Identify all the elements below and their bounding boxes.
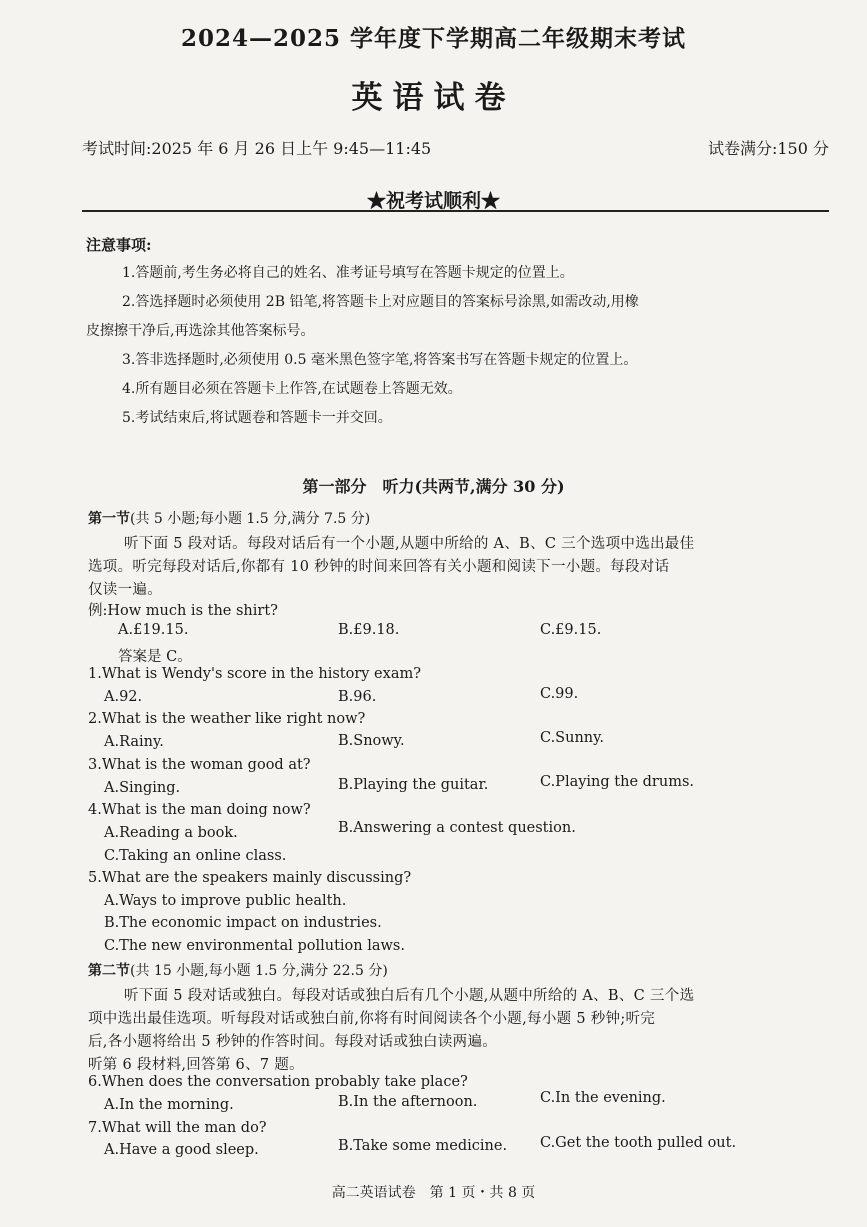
question-2: 2.What is the weather like right now?	[88, 711, 366, 727]
q4-option-b: B.Answering a contest question.	[338, 820, 576, 836]
exam-title: 2024—2025 学年度下学期高二年级期末考试	[180, 25, 687, 52]
q5-option-c: C.The new environmental pollution laws.	[104, 938, 405, 954]
q1-option-a: A.92.	[104, 689, 143, 705]
question-5: 5.What are the speakers mainly discussing?	[88, 870, 412, 886]
section2-detail: (共 15 小题,每小题 1.5 分,满分 22.5 分)	[130, 963, 388, 979]
question-3: 3.What is the woman good at?	[88, 757, 311, 773]
q1-option-c: C.99.	[540, 686, 579, 702]
q2-option-b: B.Snowy.	[338, 733, 405, 749]
q5-option-b: B.The economic impact on industries.	[104, 915, 382, 931]
section2-instruction: 项中选出最佳选项。听每段对话或独白前,你将有时间阅读各个小题,每小题 5 秒钟;听完	[88, 1011, 656, 1027]
q6-option-a: A.In the morning.	[104, 1097, 234, 1113]
example-option-c: C.£9.15.	[540, 622, 602, 638]
question-7: 7.What will the man do?	[88, 1120, 267, 1136]
q7-option-b: B.Take some medicine.	[338, 1138, 508, 1154]
exam-time: 考试时间:2025 年 6 月 26 日上午 9:45—11:45	[82, 139, 432, 158]
note-item: 1.答题前,考生务必将自己的姓名、准考证号填写在答题卡规定的位置上。	[122, 265, 574, 281]
note-item: 皮擦擦干净后,再选涂其他答案标号。	[86, 323, 315, 339]
question-4: 4.What is the man doing now?	[88, 802, 311, 818]
note-item: 5.考试结束后,将试题卷和答题卡一并交回。	[122, 410, 392, 426]
section2-material: 听第 6 段材料,回答第 6、7 题。	[88, 1057, 304, 1073]
q3-option-c: C.Playing the drums.	[540, 774, 694, 790]
q4-option-c: C.Taking an online class.	[104, 848, 287, 864]
q3-option-a: A.Singing.	[104, 780, 181, 796]
note-item: 3.答非选择题时,必须使用 0.5 毫米黑色签字笔,将答案书写在答题卡规定的位置上。	[122, 352, 638, 368]
q7-option-c: C.Get the tooth pulled out.	[540, 1135, 737, 1151]
question-1: 1.What is Wendy's score in the history exam?	[88, 666, 421, 682]
notes-title: 注意事项:	[86, 236, 152, 254]
q6-option-b: B.In the afternoon.	[338, 1094, 478, 1110]
q2-option-a: A.Rainy.	[104, 734, 164, 750]
section1-heading	[88, 508, 370, 528]
section1-detail: (共 5 小题;每小题 1.5 分,满分 7.5 分)	[130, 511, 371, 527]
q4-option-a: A.Reading a book.	[104, 825, 238, 841]
header-divider	[82, 210, 829, 212]
example-question: 例:How much is the shirt?	[88, 603, 278, 619]
section2-label: 第二节	[88, 963, 130, 979]
blessing-banner: ★祝考试顺利★	[366, 190, 500, 212]
full-score: 试卷满分:150 分	[707, 139, 829, 158]
subject-title: 英语试卷	[351, 80, 516, 116]
section2-instruction: 后,各小题将给出 5 秒钟的作答时间。每段对话或独白读两遍。	[88, 1034, 498, 1050]
section1-label: 第一节	[88, 511, 130, 527]
example-option-b: B.£9.18.	[338, 622, 400, 638]
part1-title: 第一部分 听力(共两节,满分 30 分)	[302, 477, 565, 496]
example-option-a: A.£19.15.	[118, 622, 189, 638]
section1-instruction: 听下面 5 段对话。每段对话后有一个小题,从题中所给的 A、B、C 三个选项中选出最佳	[124, 536, 695, 552]
question-6: 6.When does the conversation probably take place?	[88, 1074, 468, 1090]
section2-heading	[88, 960, 388, 980]
q5-option-a: A.Ways to improve public health.	[104, 893, 347, 909]
section1-instruction: 选项。听完每段对话后,你都有 10 秒钟的时间来回答有关小题和阅读下一小题。每段对话	[88, 559, 670, 575]
note-item: 2.答选择题时必须使用 2B 铅笔,将答题卡上对应题目的答案标号涂黑,如需改动,用橡	[122, 294, 639, 310]
example-answer: 答案是 C。	[118, 649, 192, 665]
q6-option-c: C.In the evening.	[540, 1090, 666, 1106]
q1-option-b: B.96.	[338, 689, 377, 705]
q7-option-a: A.Have a good sleep.	[104, 1142, 259, 1158]
q3-option-b: B.Playing the guitar.	[338, 777, 489, 793]
note-item: 4.所有题目必须在答题卡上作答,在试题卷上答题无效。	[122, 381, 462, 397]
section2-instruction: 听下面 5 段对话或独白。每段对话或独白后有几个小题,从题中所给的 A、B、C 三个选	[124, 988, 695, 1004]
q2-option-c: C.Sunny.	[540, 730, 605, 746]
page-footer: 高二英语试卷 第 1 页・共 8 页	[331, 1185, 536, 1201]
section1-instruction: 仅读一遍。	[88, 582, 162, 598]
